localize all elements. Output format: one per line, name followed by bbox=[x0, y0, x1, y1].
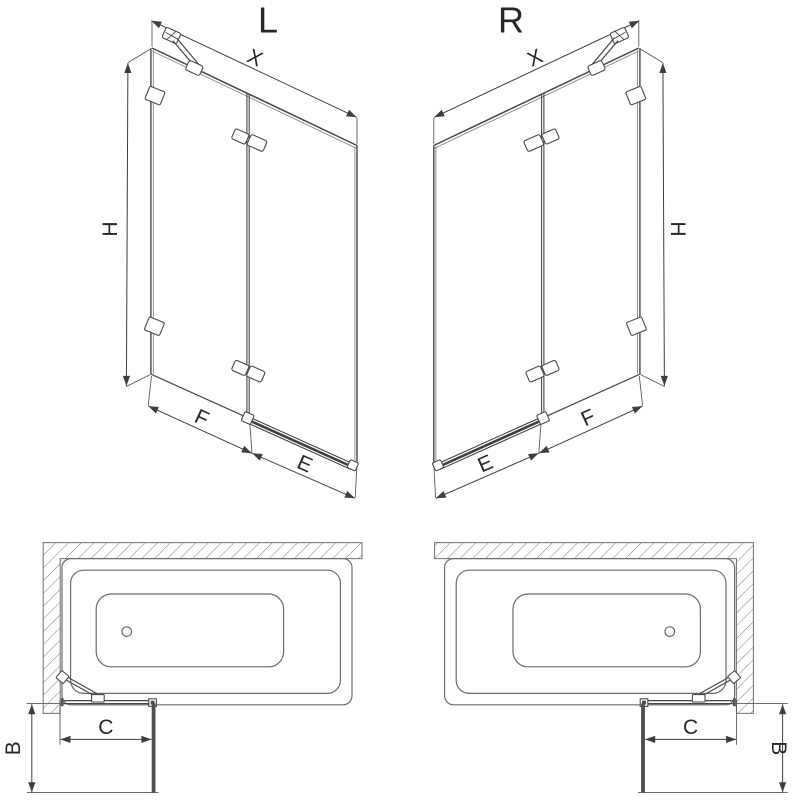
dim-label-x-left: X bbox=[243, 44, 267, 72]
dim-label-f-left: F bbox=[191, 404, 213, 432]
dim-label-b-left: B bbox=[2, 741, 25, 756]
dim-label-h-left: H bbox=[99, 221, 122, 237]
dim-label-f-right: F bbox=[577, 404, 599, 432]
b-extension-right bbox=[638, 704, 788, 793]
b-extension-left bbox=[27, 704, 159, 793]
front-view-right bbox=[432, 0, 689, 498]
top-view-left bbox=[2, 543, 362, 793]
dim-label-e-right: E bbox=[474, 450, 497, 478]
dim-label-e-left: E bbox=[293, 450, 316, 478]
dim-label-c-right: C bbox=[683, 716, 699, 739]
dim-label-h-right: H bbox=[666, 221, 689, 237]
dim-label-x-right: X bbox=[523, 44, 547, 72]
front-view-left-geometry bbox=[126, 21, 358, 499]
dim-label-c-left: C bbox=[98, 716, 114, 739]
front-view-right-geometry bbox=[432, 21, 664, 499]
bathtub-left bbox=[62, 559, 352, 705]
bathtub-right bbox=[445, 559, 735, 705]
dim-label-b-right: B bbox=[767, 741, 790, 756]
top-view-right bbox=[435, 543, 790, 793]
variant-label-right: R bbox=[498, 0, 524, 41]
variant-label-left: L bbox=[257, 0, 279, 41]
front-view-left bbox=[99, 0, 359, 498]
